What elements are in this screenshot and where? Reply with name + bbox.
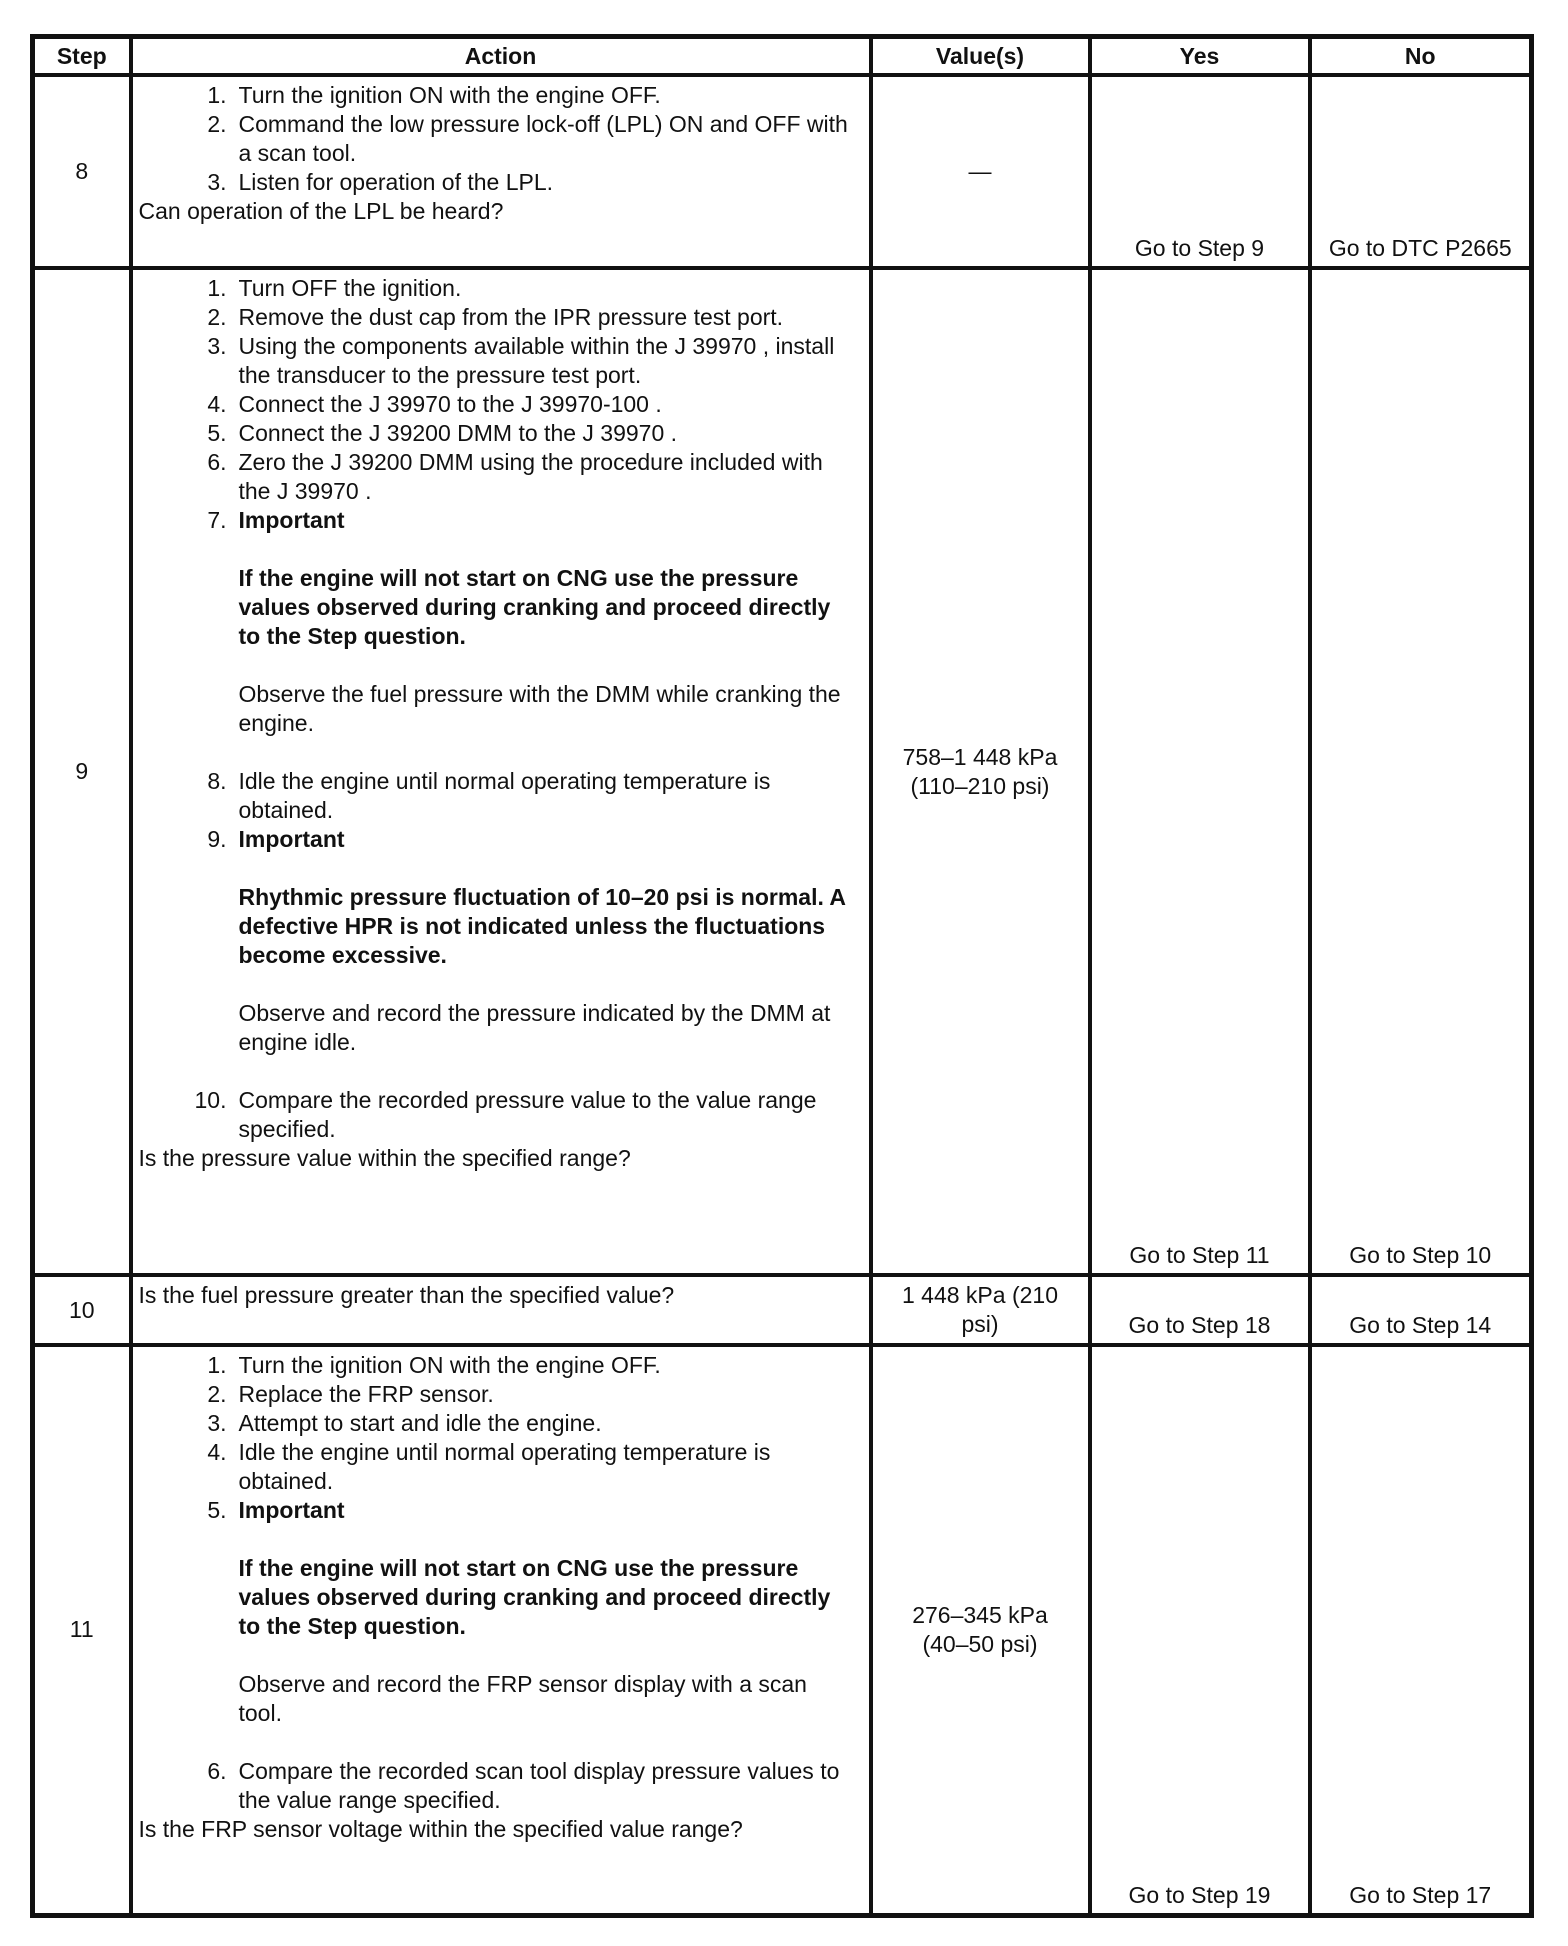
action-step-number: 9. [207, 826, 227, 852]
value-text: 276–345 kPa (40–50 psi) [912, 1601, 1048, 1657]
action-step [139, 448, 863, 506]
no-cell [1310, 75, 1532, 268]
header-yes: Yes [1090, 37, 1310, 76]
action-step-number: 3. [207, 1410, 227, 1436]
no-result: Go to Step 17 [1349, 1881, 1492, 1908]
value-cell [871, 1275, 1090, 1345]
value-cell [871, 268, 1090, 1275]
table-row [33, 1275, 1532, 1345]
no-result: Go to Step 14 [1349, 1312, 1492, 1338]
action-cell [131, 268, 871, 1275]
action-step [139, 168, 863, 197]
action-cell [131, 75, 871, 268]
value-text: 758–1 448 kPa (110–210 psi) [902, 743, 1058, 799]
table-row [33, 1345, 1532, 1915]
header-values: Value(s) [871, 37, 1090, 76]
action-step-number: 5. [207, 1497, 227, 1523]
action-step-number: 7. [207, 507, 227, 533]
action-step [139, 81, 863, 110]
action-step-number: 8. [207, 768, 227, 794]
action-step-text: Compare the recorded scan tool display pressure values to the value range specified. [238, 1758, 840, 1813]
no-cell [1310, 1345, 1532, 1915]
action-step-text: Command the low pressure lock-off (LPL) ON and OFF with a scan tool. [238, 111, 848, 166]
step-question: Is the pressure value within the specified range? [138, 1145, 631, 1171]
action-step-text: Listen for operation of the LPL. [238, 169, 554, 195]
action-cell [131, 1275, 871, 1345]
step-number: 9 [33, 268, 131, 1275]
header-step: Step [33, 37, 131, 76]
action-step [139, 110, 863, 168]
action-step [139, 767, 863, 825]
action-step-number: 3. [207, 333, 227, 359]
action-step-number: 2. [207, 304, 227, 330]
step-question: Is the FRP sensor voltage within the specified value range? [138, 1816, 743, 1842]
action-step-text: Zero the J 39200 DMM using the procedure included with the J 39970 . [238, 449, 823, 504]
action-step-text: Using the components available within the J 39970 , install the transducer to the pressure test port. [238, 333, 835, 388]
sub-instruction: Observe and record the pressure indicated by the DMM at engine idle. [238, 1000, 831, 1055]
action-cell [131, 1345, 871, 1915]
yes-result: Go to Step 19 [1128, 1881, 1271, 1908]
action-step-text: Attempt to start and idle the engine. [238, 1410, 602, 1436]
action-step [139, 825, 863, 854]
sub-instruction: Observe and record the FRP sensor display with a scan tool. [238, 1671, 807, 1726]
action-step [139, 419, 863, 448]
header-row [33, 37, 1532, 76]
no-result: Go to DTC P2665 [1328, 235, 1512, 261]
action-step-number: 2. [207, 1381, 227, 1407]
step-question: Is the fuel pressure greater than the specified value? [138, 1282, 675, 1308]
step-question: Can operation of the LPL be heard? [138, 198, 504, 224]
action-step-number: 1. [207, 82, 227, 108]
action-step-number: 2. [207, 111, 227, 137]
important-note: If the engine will not start on CNG use the pressure values observed during cranking and proceed directly to the Step question. [238, 1555, 831, 1639]
yes-result: Go to Step 18 [1128, 1312, 1271, 1338]
action-step-number: 1. [207, 1352, 227, 1378]
action-step [139, 1438, 863, 1496]
action-step-number: 1. [207, 275, 227, 301]
yes-cell [1090, 268, 1310, 1275]
important-label: Important [238, 1497, 345, 1523]
header-action: Action [131, 37, 871, 76]
action-step-text: Compare the recorded pressure value to the value range specified. [238, 1087, 817, 1142]
action-step-number: 6. [207, 449, 227, 475]
step-number: 8 [33, 75, 131, 268]
action-step-number: 10. [194, 1087, 227, 1113]
action-step [139, 332, 863, 390]
action-step-text: Turn OFF the ignition. [238, 275, 462, 301]
value-text: 1 448 kPa (210 psi) [901, 1282, 1058, 1337]
action-step [139, 1086, 863, 1144]
value-text: — [968, 158, 992, 184]
action-step-text: Connect the J 39970 to the J 39970-100 . [238, 391, 662, 417]
diagnostic-table [30, 34, 1534, 1918]
action-step [139, 506, 863, 535]
step-number: 10 [33, 1275, 131, 1345]
action-step-number: 3. [207, 169, 227, 195]
action-step-number: 6. [207, 1758, 227, 1784]
table-row [33, 75, 1532, 268]
yes-result: Go to Step 9 [1134, 235, 1265, 261]
action-step-text: Turn the ignition ON with the engine OFF. [238, 1352, 661, 1378]
value-cell [871, 1345, 1090, 1915]
action-step-text: Idle the engine until normal operating temperature is obtained. [238, 1439, 771, 1494]
action-step-number: 5. [207, 420, 227, 446]
important-note: If the engine will not start on CNG use the pressure values observed during cranking and proceed directly to the Step question. [238, 565, 831, 649]
yes-result: Go to Step 11 [1129, 1242, 1270, 1268]
action-step [139, 1757, 863, 1815]
step-number: 11 [33, 1345, 131, 1915]
sub-instruction: Observe the fuel pressure with the DMM while cranking the engine. [238, 681, 841, 736]
action-step [139, 274, 863, 303]
action-step-text: Replace the FRP sensor. [238, 1381, 494, 1407]
table-row [33, 268, 1532, 1275]
action-step-text: Turn the ignition ON with the engine OFF. [238, 82, 661, 108]
important-note: Rhythmic pressure fluctuation of 10–20 psi is normal. A defective HPR is not indicated unless the fluctuations become excessive. [238, 884, 846, 968]
yes-cell [1090, 75, 1310, 268]
no-cell [1310, 268, 1532, 1275]
no-result: Go to Step 10 [1349, 1242, 1492, 1268]
value-cell [871, 75, 1090, 268]
action-step [139, 303, 863, 332]
action-step [139, 1351, 863, 1380]
important-label: Important [238, 826, 345, 852]
yes-cell [1090, 1275, 1310, 1345]
header-no: No [1310, 37, 1532, 76]
no-cell [1310, 1275, 1532, 1345]
action-step [139, 1496, 863, 1525]
action-step-text: Remove the dust cap from the IPR pressure test port. [238, 304, 784, 330]
action-step [139, 1380, 863, 1409]
action-step-number: 4. [207, 1439, 227, 1465]
action-step-text: Idle the engine until normal operating temperature is obtained. [238, 768, 771, 823]
important-label: Important [238, 507, 345, 533]
action-step-number: 4. [207, 391, 227, 417]
action-step-text: Connect the J 39200 DMM to the J 39970 . [238, 420, 678, 446]
action-step [139, 1409, 863, 1438]
yes-cell [1090, 1345, 1310, 1915]
action-step [139, 390, 863, 419]
